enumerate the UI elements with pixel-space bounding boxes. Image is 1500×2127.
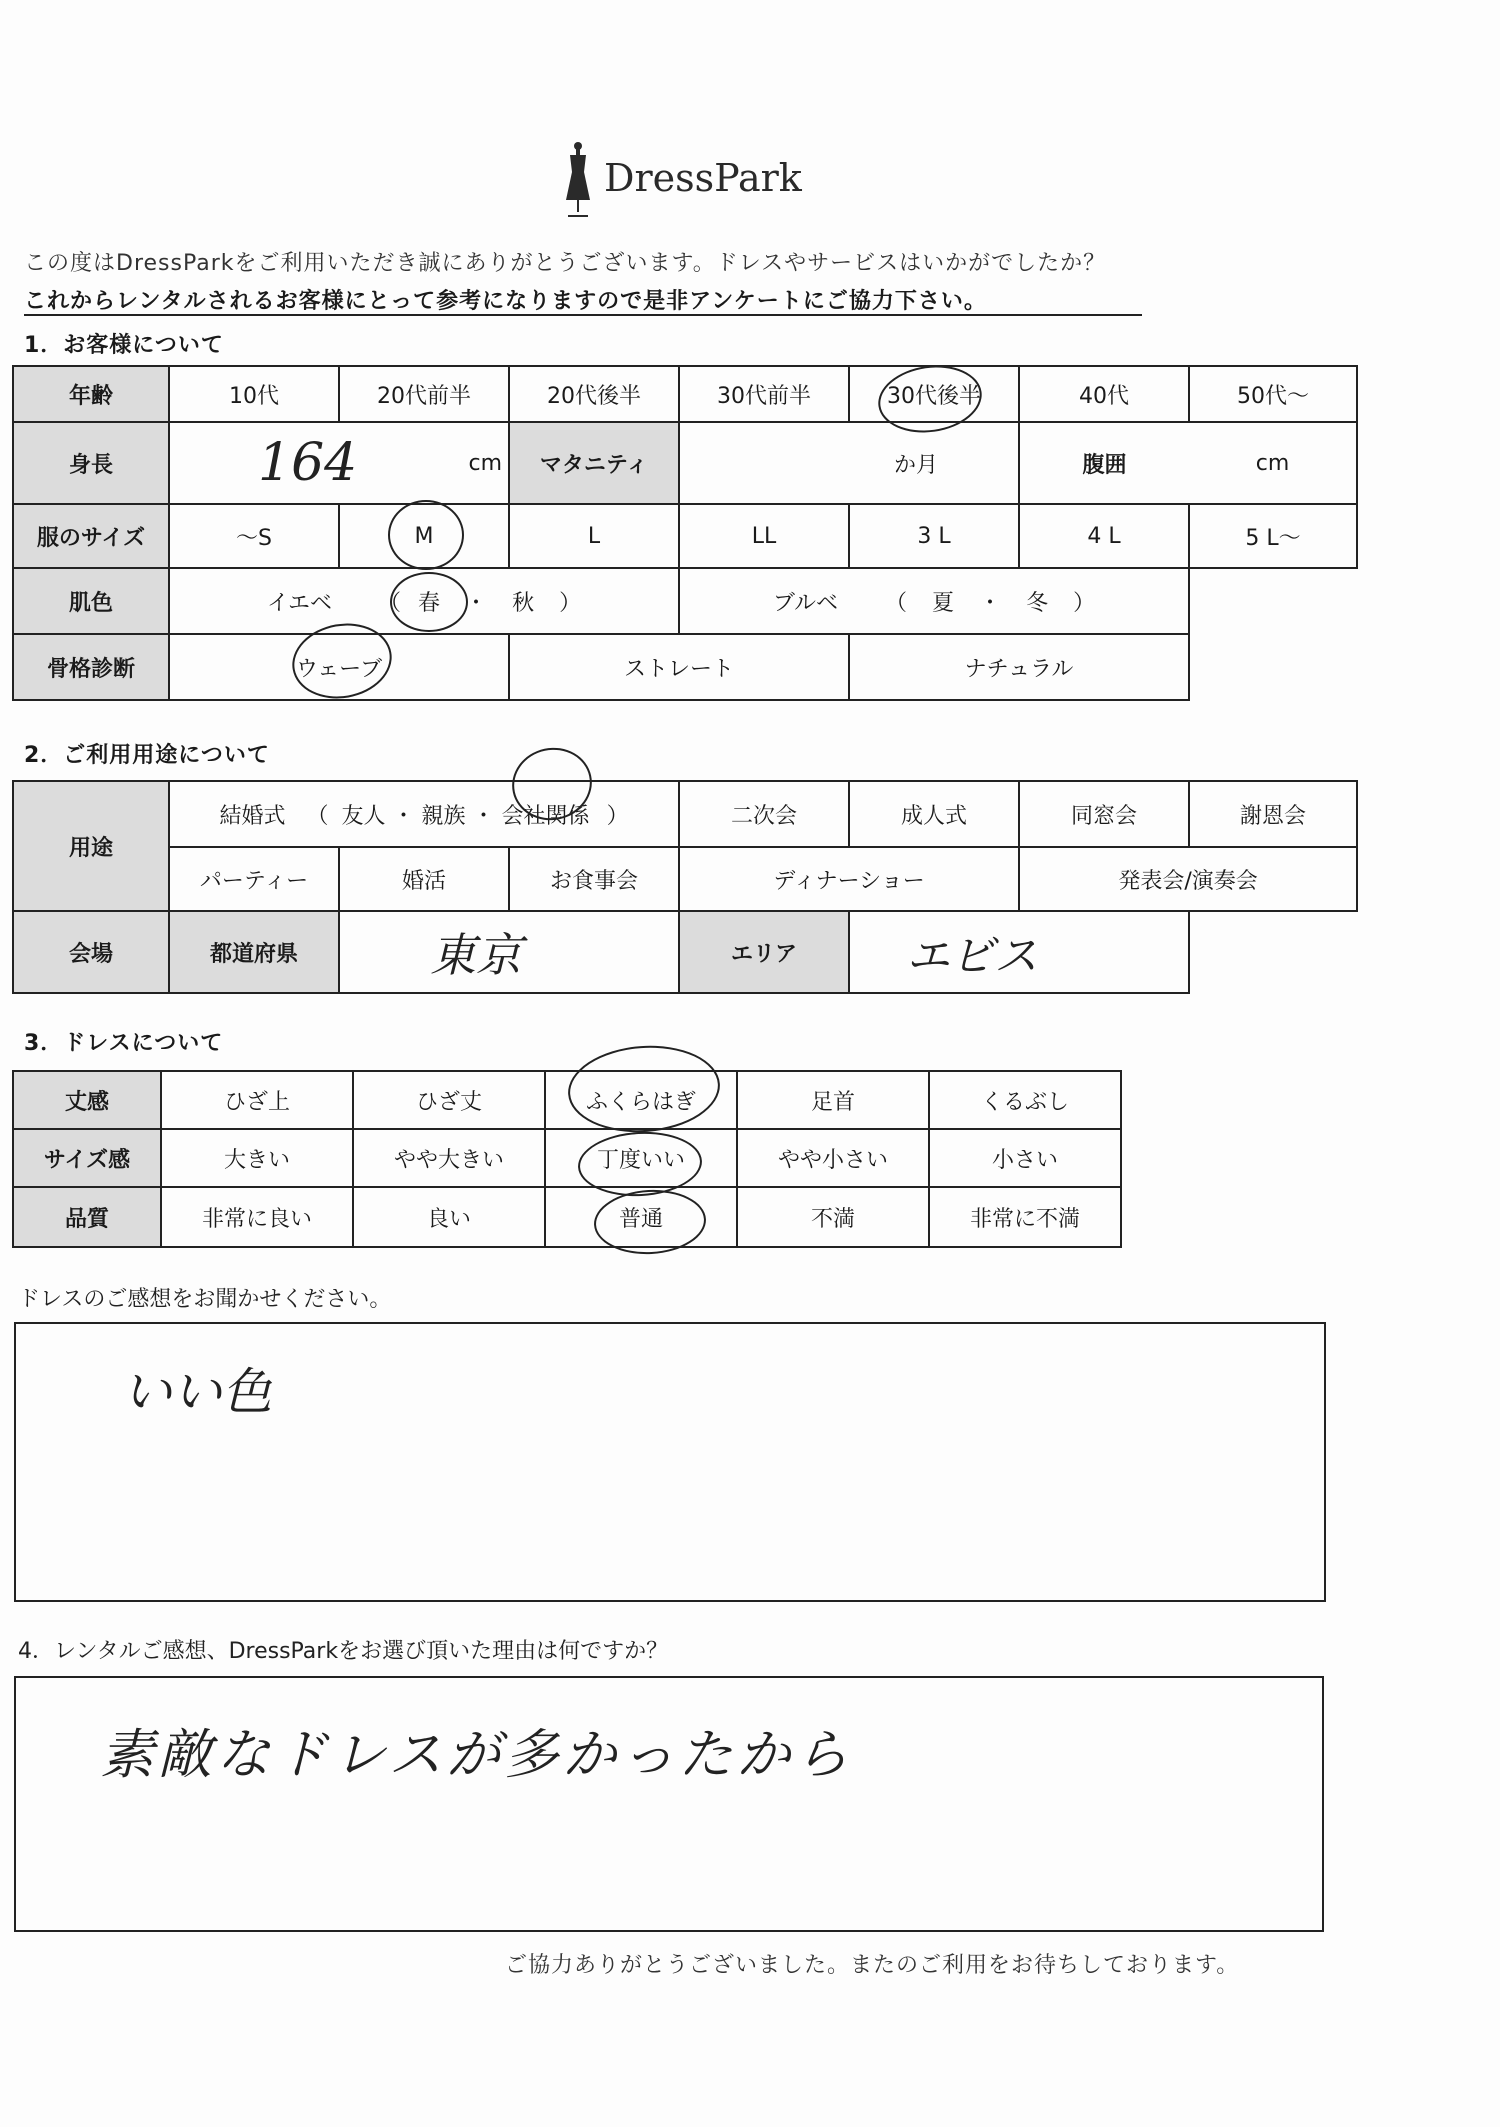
fit-option[interactable]: やや小さい — [737, 1129, 929, 1187]
quality-label: 品質 — [13, 1187, 161, 1247]
purpose-label: 用途 — [13, 781, 169, 911]
frame-option[interactable]: ウェーブ — [169, 634, 509, 700]
quality-option[interactable]: 普通 — [545, 1187, 737, 1247]
area-label: エリア — [679, 911, 849, 993]
area-field[interactable] — [849, 911, 1189, 993]
intro-line-1: この度はDressParkをご利用いただき誠にありがとうございます。ドレスやサービスはいかがでしたか？ — [24, 251, 1107, 276]
skin-winter[interactable]: 冬 — [1026, 590, 1049, 616]
size-row — [13, 504, 1357, 568]
brand-name: DressPark — [604, 156, 802, 200]
size-option[interactable]: 5 L～ — [1189, 504, 1357, 568]
intro-underline — [24, 314, 1142, 316]
length-option[interactable]: 足首 — [737, 1071, 929, 1129]
waist-field[interactable] — [1189, 422, 1357, 504]
age-option[interactable]: 50代～ — [1189, 366, 1357, 422]
prefecture-label: 都道府県 — [169, 911, 339, 993]
usage-option[interactable]: パーティー — [169, 847, 339, 911]
intro-line-2: これからレンタルされるお客様にとって参考になりますので是非アンケートにご協力下さい。 — [24, 289, 987, 314]
skin-spring[interactable]: 春 — [418, 590, 441, 616]
frame-option[interactable]: ストレート — [509, 634, 849, 700]
section-1-title: 1．お客様について — [24, 333, 224, 358]
usage-option[interactable]: 謝恩会 — [1189, 781, 1357, 847]
length-row — [13, 1071, 1121, 1129]
usage-table — [12, 780, 1358, 994]
dress-comment-box[interactable] — [14, 1322, 1326, 1602]
usage-option[interactable]: 同窓会 — [1019, 781, 1189, 847]
length-option[interactable]: ひざ上 — [161, 1071, 353, 1129]
section-4-title: 4．レンタルご感想、DressParkをお選び頂いた理由は何ですか？ — [18, 1639, 669, 1664]
quality-option[interactable]: 良い — [353, 1187, 545, 1247]
skin-summer[interactable]: 夏 — [932, 590, 955, 616]
quality-option[interactable]: 非常に良い — [161, 1187, 353, 1247]
wedding-option[interactable]: 結婚式 （ 友人 ・ 親族 ・ 会社関係 ） — [169, 781, 679, 847]
age-option[interactable]: 10代 — [169, 366, 339, 422]
yellow-base-option[interactable]: イエベ （ 春 ・ 秋 ） — [169, 568, 679, 634]
frame-row — [13, 634, 1357, 700]
dress-comment-prompt: ドレスのご感想をお聞かせください。 — [18, 1287, 392, 1312]
frame-label: 骨格診断 — [13, 634, 169, 700]
wedding-family[interactable]: 親族 — [421, 803, 466, 829]
height-field[interactable] — [169, 422, 509, 504]
dress-table — [12, 1070, 1122, 1248]
rental-comment-text: 素敵なドレスが多かったから — [100, 1723, 853, 1786]
skin-row — [13, 568, 1357, 634]
maternity-field[interactable] — [679, 422, 1019, 504]
fit-option[interactable]: 大きい — [161, 1129, 353, 1187]
length-option[interactable]: ふくらはぎ — [545, 1071, 737, 1129]
height-row — [13, 422, 1357, 504]
size-option[interactable]: ～S — [169, 504, 339, 568]
usage-option[interactable]: 二次会 — [679, 781, 849, 847]
usage-row-1 — [13, 781, 1357, 847]
area-value: エビス — [906, 931, 1039, 982]
age-option[interactable]: 30代後半 — [849, 366, 1019, 422]
size-option[interactable]: LL — [679, 504, 849, 568]
waist-label: 腹囲 — [1019, 422, 1189, 504]
size-option[interactable]: M — [339, 504, 509, 568]
prefecture-field[interactable] — [339, 911, 679, 993]
length-label: 丈感 — [13, 1071, 161, 1129]
frame-option[interactable]: ナチュラル — [849, 634, 1189, 700]
dresspark-logo — [560, 140, 820, 220]
dress-mannequin-icon — [560, 140, 596, 220]
wedding-company[interactable]: 会社関係 — [501, 803, 590, 829]
quality-option[interactable]: 非常に不満 — [929, 1187, 1121, 1247]
skin-selection-circle — [390, 572, 468, 632]
fit-option[interactable]: やや大きい — [353, 1129, 545, 1187]
customer-table — [12, 365, 1358, 701]
blue-base-option[interactable]: ブルベ （ 夏 ・ 冬 ） — [679, 568, 1189, 634]
age-option[interactable]: 40代 — [1019, 366, 1189, 422]
maternity-unit: か月 — [893, 452, 938, 478]
maternity-label: マタニティ — [509, 422, 679, 504]
fit-row — [13, 1129, 1121, 1187]
quality-option[interactable]: 不満 — [737, 1187, 929, 1247]
usage-row-2 — [13, 847, 1357, 911]
age-option[interactable]: 20代前半 — [339, 366, 509, 422]
age-label: 年齢 — [13, 366, 169, 422]
blue-base-label: ブルベ — [772, 590, 839, 616]
size-label: 服のサイズ — [13, 504, 169, 568]
yellow-base-label: イエベ — [266, 590, 333, 616]
size-option[interactable]: 3 L — [849, 504, 1019, 568]
age-option[interactable]: 30代前半 — [679, 366, 849, 422]
usage-option[interactable]: 婚活 — [339, 847, 509, 911]
fit-label: サイズ感 — [13, 1129, 161, 1187]
section-2-title: 2．ご利用用途について — [24, 743, 270, 768]
age-option[interactable]: 20代後半 — [509, 366, 679, 422]
prefecture-value: 東京 — [430, 928, 522, 982]
footer-thanks: ご協力ありがとうございました。またのご利用をお待ちしております。 — [505, 1953, 1240, 1978]
dress-comment-text: いい色 — [122, 1363, 272, 1421]
venue-row — [13, 911, 1357, 993]
skin-autumn[interactable]: 秋 — [512, 590, 535, 616]
wedding-friend[interactable]: 友人 — [341, 803, 386, 829]
wedding-label: 結婚式 — [219, 803, 286, 829]
size-option[interactable]: L — [509, 504, 679, 568]
length-option[interactable]: ひざ丈 — [353, 1071, 545, 1129]
usage-option[interactable]: ディナーショー — [679, 847, 1019, 911]
section-3-title: 3．ドレスについて — [24, 1031, 224, 1056]
fit-option[interactable]: 丁度いい — [545, 1129, 737, 1187]
rental-comment-box[interactable] — [14, 1676, 1324, 1932]
height-value: 164 — [258, 433, 358, 493]
height-unit: cm — [468, 451, 502, 476]
usage-option[interactable]: お食事会 — [509, 847, 679, 911]
size-option[interactable]: 4 L — [1019, 504, 1189, 568]
fit-option[interactable]: 小さい — [929, 1129, 1121, 1187]
quality-row — [13, 1187, 1121, 1247]
age-row — [13, 366, 1357, 422]
venue-label: 会場 — [13, 911, 169, 993]
usage-option[interactable]: 発表会/演奏会 — [1019, 847, 1357, 911]
size-selection-circle — [388, 500, 464, 570]
usage-option[interactable]: 成人式 — [849, 781, 1019, 847]
height-label: 身長 — [13, 422, 169, 504]
length-option[interactable]: くるぶし — [929, 1071, 1121, 1129]
skin-label: 肌色 — [13, 568, 169, 634]
waist-unit: cm — [1255, 450, 1290, 476]
